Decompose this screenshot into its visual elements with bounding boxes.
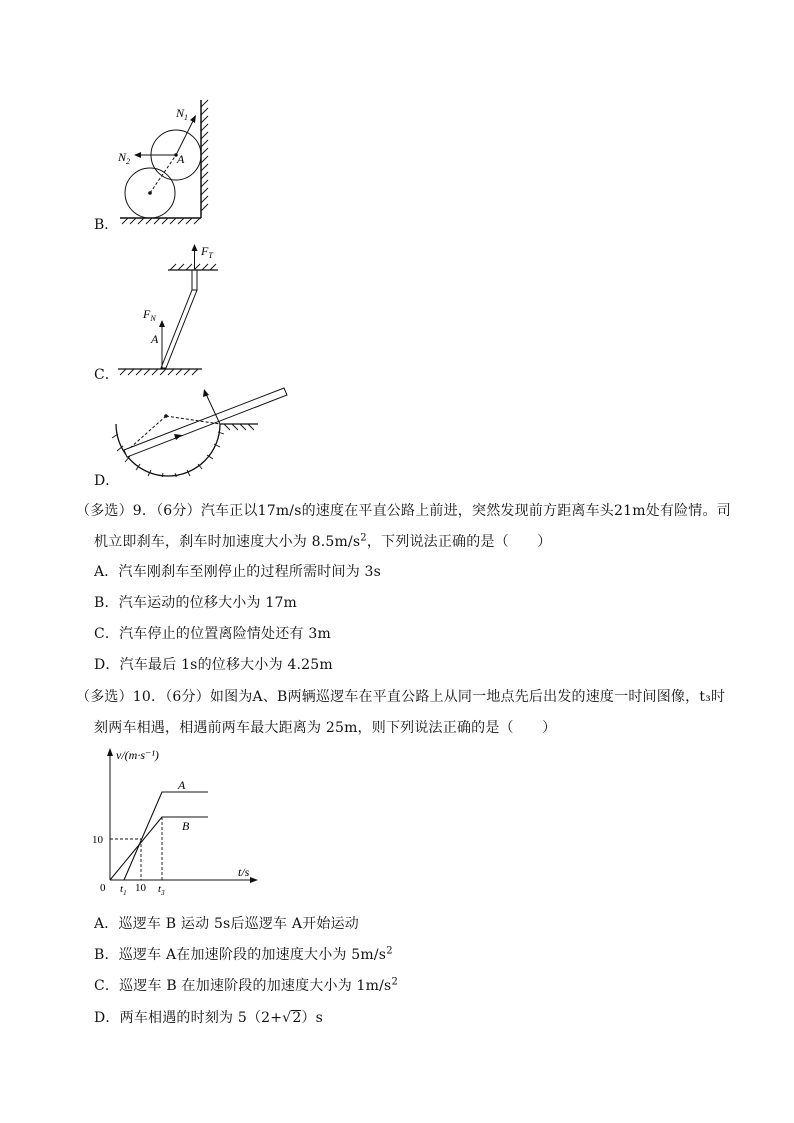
figure-option-d: D． xyxy=(94,473,120,489)
vt-series-a: A xyxy=(178,778,186,792)
vt-t1-label: $t_1$ xyxy=(120,883,127,897)
vt-graph xyxy=(88,745,278,900)
q10-option-c-text: C．巡逻车 B 在加速阶段的加速度大小为 1m/s xyxy=(94,978,392,994)
vt-y-tick: 10 xyxy=(92,834,103,846)
fig-b-a-label: A xyxy=(177,152,185,166)
q9-option-c: C．汽车停止的位置离险情处还有 3m xyxy=(94,626,331,642)
figure-c-svg xyxy=(110,243,230,383)
fig-c-ft-label: $F_T$ xyxy=(201,244,213,260)
q10-option-c xyxy=(94,975,398,995)
vt-series-b: B xyxy=(182,819,190,833)
vt-ylabel: v/(m·s⁻¹) xyxy=(116,748,159,762)
vt-x-tick: 10 xyxy=(135,882,146,894)
figure-d-svg xyxy=(110,382,295,477)
figure-c xyxy=(110,243,230,383)
q10-option-a: A．巡逻车 B 运动 5s后巡逻车 A开始运动 xyxy=(94,916,360,932)
q9-stem-sup: 2 xyxy=(360,532,367,544)
q10-option-d-end: ）s xyxy=(301,1010,324,1026)
fig-b-n1-label: $N_1$ xyxy=(176,106,189,122)
q10-stem-line2: 刻两车相遇，相遇前两车最大距离为 25m，则下列说法正确的是（ ） xyxy=(94,720,557,736)
fig-c-a-label: A xyxy=(151,332,159,346)
sqrt-icon: √ xyxy=(282,1010,292,1026)
q10-option-c-sup: 2 xyxy=(391,976,398,988)
q9-stem-line1: （多选）9．（6分）汽车正以17m/s的速度在平直公路上前进，突然发现前方距离车头21m处有险情。司 xyxy=(76,503,731,519)
q10-stem-line1: （多选）10．（6分）如图为A、B两辆巡逻车在平直公路上从同一地点先后出发的速度一时间图像，t₃时 xyxy=(76,689,726,705)
fig-c-fn-label: $F_N$ xyxy=(143,307,156,323)
q10-option-d-text: D．两车相遇的时刻为 5（2+ xyxy=(94,1010,283,1026)
q9-stem-line2 xyxy=(94,531,551,551)
q10-option-b-text: B．巡逻车 A在加速阶段的加速度大小为 5m/s xyxy=(94,947,387,963)
figure-b-svg xyxy=(90,95,220,230)
vt-xlabel: t/s xyxy=(238,865,250,879)
q10-option-d xyxy=(94,1007,323,1027)
vt-t3-label: $t_3$ xyxy=(158,883,165,897)
q10-option-d-sqrt: 2 xyxy=(292,1010,302,1026)
q9-option-a: A．汽车刚刹车至刚停止的过程所需时间为 3s xyxy=(94,564,382,580)
figure-d xyxy=(110,382,295,477)
q9-option-d: D．汽车最后 1s的位移大小为 4.25m xyxy=(94,657,333,673)
q9-stem-text: 机立即刹车，刹车时加速度大小为 8.5m/s xyxy=(94,534,361,550)
vt-graph-svg xyxy=(88,745,278,900)
q9-option-b: B．汽车运动的位移大小为 17m xyxy=(94,595,298,611)
q10-option-b-sup: 2 xyxy=(386,945,393,957)
q9-stem-text-end: ，下列说法正确的是（ ） xyxy=(366,534,552,550)
figure-b xyxy=(90,95,220,230)
vt-origin: 0 xyxy=(100,882,106,894)
q10-option-b xyxy=(94,944,393,964)
fig-b-n2-label: $N_2$ xyxy=(118,150,131,166)
figure-option-c: C． xyxy=(94,367,119,383)
figure-option-b: B． xyxy=(94,217,119,233)
